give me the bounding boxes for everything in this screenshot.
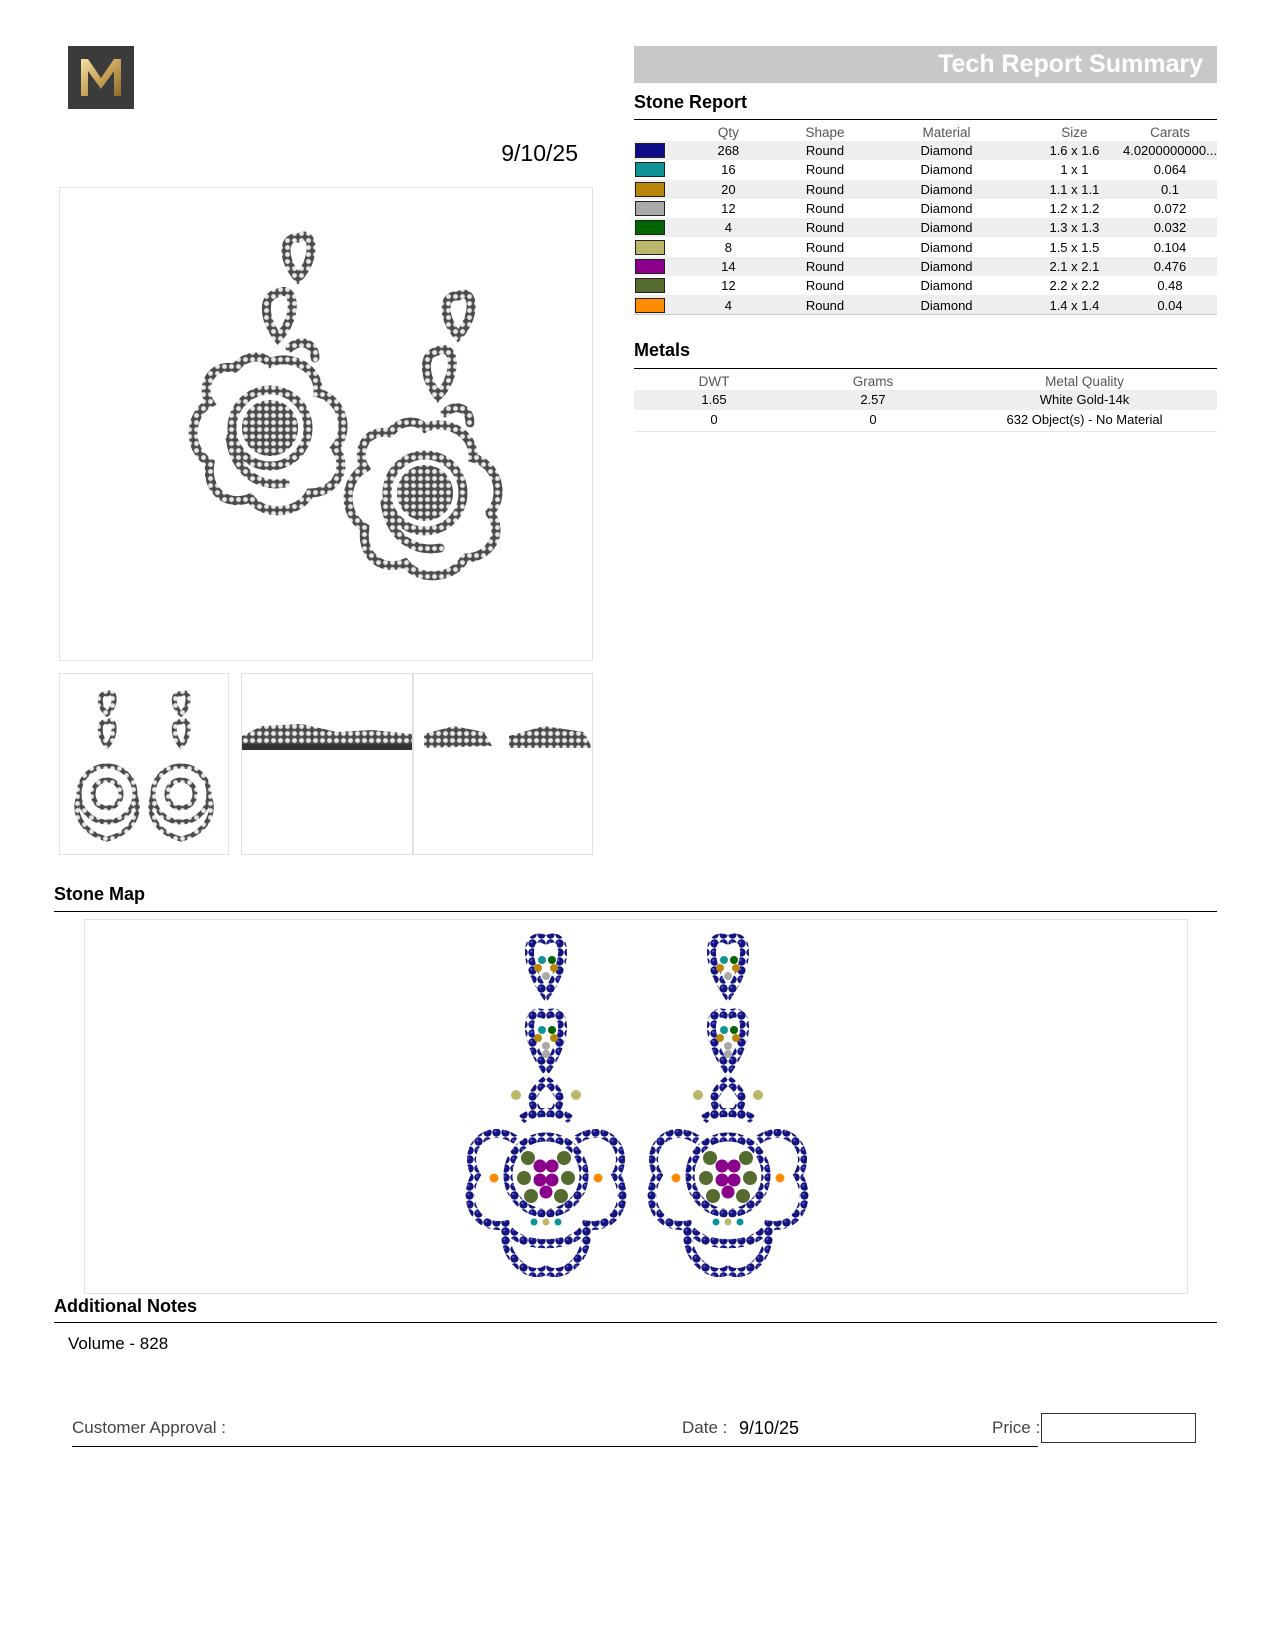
stone-color-swatch [635,201,665,216]
stone-map-title: Stone Map [54,884,146,904]
metal-quality: White Gold-14k [952,390,1217,410]
price-label: Price : [992,1418,1041,1437]
table-row [634,218,1217,237]
stone-carats: 4.0200000000... [1123,141,1217,160]
stone-carats: 0.032 [1123,218,1217,237]
stone-size: 1.2 x 1.2 [1049,201,1100,217]
thumbnail-side-view [241,673,413,855]
thumbnail-top-view [413,673,593,855]
metals-rule [634,368,1217,369]
column-header-qty: Qty [717,124,739,140]
stone-qty: 14 [674,257,783,276]
stone-material: Diamond [867,257,1026,276]
stone-size: 1.1 x 1.1 [1026,180,1123,199]
stone-color-swatch [635,278,665,293]
customer-approval-label: Customer Approval : [72,1418,227,1437]
metal-grams: 0 [869,411,877,427]
table-row [634,160,1217,179]
metal-grams: 2.57 [794,390,952,410]
stone-carats: 0.064 [1153,162,1187,178]
column-header-size: Size [1061,124,1088,140]
stone-color-swatch [635,162,665,177]
stone-size: 1 x 1 [1060,162,1089,178]
table-row [634,199,1217,218]
approval-date-value: 9/10/25 [739,1418,800,1438]
additional-notes-rule [54,1322,1217,1323]
approval-signature-line [72,1446,1038,1447]
stone-qty: 268 [674,141,783,160]
report-date: 9/10/25 [501,140,578,166]
stone-report-title: Stone Report [634,92,748,112]
stone-carats: 0.476 [1123,257,1217,276]
stone-shape: Round [805,201,845,217]
stone-size: 1.6 x 1.6 [1026,141,1123,160]
stone-table-bottom-rule [634,314,1217,315]
additional-notes-title: Additional Notes [54,1296,197,1316]
stone-map-panel [84,919,1188,1294]
column-header-metal-quality: Metal Quality [1045,373,1124,389]
stone-material: Diamond [867,295,1026,314]
stone-color-swatch [635,240,665,255]
stone-shape: Round [805,278,845,294]
stone-qty: 16 [721,162,736,178]
column-header-material: Material [922,124,971,140]
metal-dwt: 0 [710,411,718,427]
table-row [634,390,1217,410]
stone-material: Diamond [867,141,1026,160]
stone-map-rule [54,911,1217,912]
company-logo [68,46,134,109]
column-header-shape: Shape [805,124,845,140]
main-product-image [59,187,593,661]
stone-shape: Round [783,257,867,276]
stone-material: Diamond [920,239,973,255]
report-title: Tech Report Summary [938,50,1203,78]
stone-size: 1.5 x 1.5 [1049,239,1100,255]
stone-color-swatch [635,143,665,158]
table-row [634,257,1217,276]
table-row [634,295,1217,314]
front-view-illustration [60,674,228,854]
stone-qty: 8 [724,239,732,255]
stone-carats: 0.072 [1153,201,1187,217]
metals-table-bottom-rule [634,431,1217,432]
earrings-render-illustration [60,188,592,660]
table-row [634,141,1217,160]
stone-shape: Round [783,141,867,160]
metals-table-header [634,372,1217,390]
table-row [634,237,1217,256]
stone-material: Diamond [920,162,973,178]
stone-carats: 0.48 [1157,278,1183,294]
stone-color-swatch [635,220,665,235]
swatch-column-header [634,123,674,141]
price-input[interactable] [1041,1413,1196,1443]
stone-size: 2.2 x 2.2 [1049,278,1100,294]
stone-qty: 4 [674,218,783,237]
stone-qty: 20 [674,180,783,199]
stone-material: Diamond [920,201,973,217]
logo-m-mark [68,46,134,109]
stone-shape: Round [805,162,845,178]
stone-size: 1.4 x 1.4 [1026,295,1123,314]
metals-title: Metals [634,340,691,360]
stone-table-header [634,123,1217,141]
stone-material: Diamond [867,218,1026,237]
stone-material: Diamond [867,180,1026,199]
stone-color-swatch [635,259,665,274]
metal-dwt: 1.65 [634,390,794,410]
top-view-illustration [414,674,592,854]
metal-quality: 632 Object(s) - No Material [1006,411,1163,427]
notes-text: Volume - 828 [68,1334,169,1353]
stone-qty: 12 [721,201,736,217]
stone-report-table [634,123,1217,315]
column-header-carats: Carats [1150,124,1190,140]
column-header-grams: Grams [852,373,894,389]
stone-carats: 0.1 [1123,180,1217,199]
stone-color-swatch [635,298,665,313]
stone-color-swatch [635,182,665,197]
stone-shape: Round [783,295,867,314]
table-row [634,276,1217,295]
stone-map-illustration [85,920,1187,1293]
date-label: Date : [682,1418,728,1437]
stone-shape: Round [783,180,867,199]
stone-shape: Round [783,218,867,237]
stone-shape: Round [805,239,845,255]
stone-carats: 0.04 [1123,295,1217,314]
stone-qty: 12 [721,278,736,294]
column-header-dwt: DWT [698,373,730,389]
metals-table [634,372,1217,429]
stone-carats: 0.104 [1153,239,1187,255]
stone-qty: 4 [674,295,783,314]
stone-report-rule [634,119,1217,120]
report-title-bar [634,46,1217,83]
table-row [634,410,1217,430]
thumbnail-front-view [59,673,229,855]
stone-size: 2.1 x 2.1 [1026,257,1123,276]
stone-material: Diamond [920,278,973,294]
table-row [634,180,1217,199]
side-view-illustration [242,674,412,854]
stone-size: 1.3 x 1.3 [1026,218,1123,237]
